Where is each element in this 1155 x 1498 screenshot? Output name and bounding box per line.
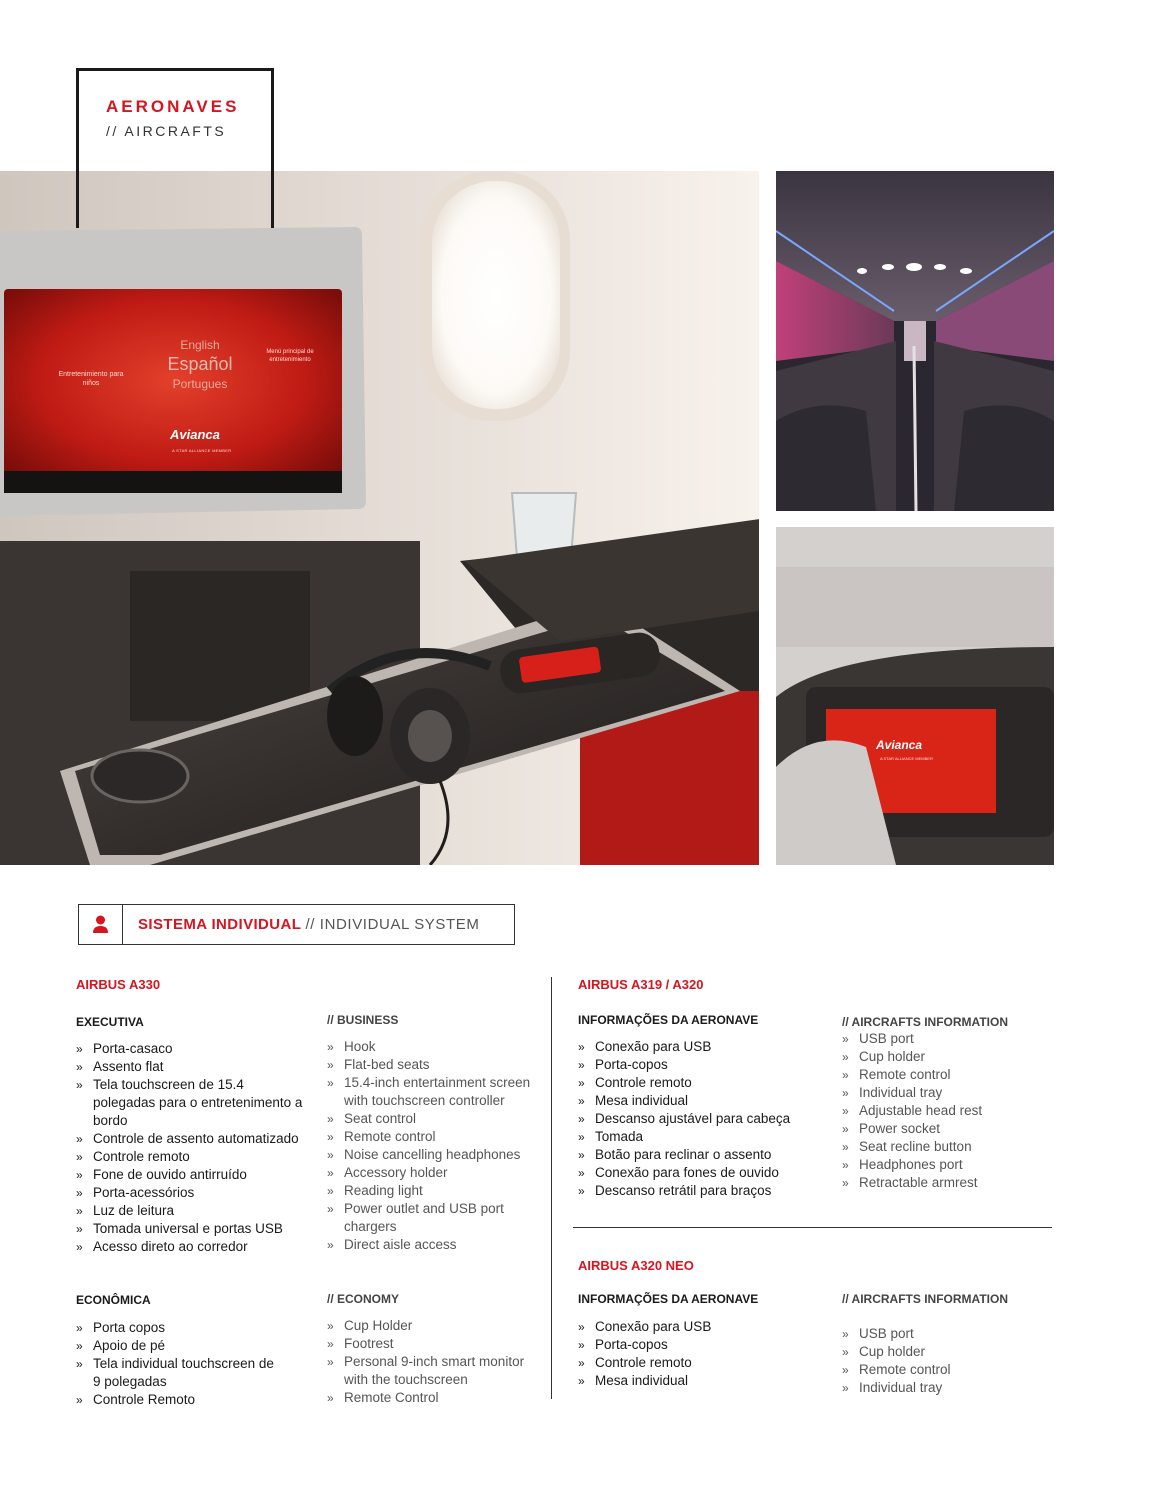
economy-list [327, 1317, 531, 1407]
list-item: » Hook [327, 1038, 531, 1056]
list-item: » Cup holder [842, 1048, 1042, 1066]
list-item: » Tomada [578, 1128, 818, 1146]
list-item: » Accessory holder [327, 1164, 531, 1182]
executiva-list [76, 1040, 308, 1256]
page-subtitle: // AIRCRAFTS [106, 123, 227, 139]
list-item: » Botão para reclinar o assento [578, 1146, 818, 1164]
list-item: » Acesso direto ao corredor [76, 1238, 308, 1256]
list-item: » Descanso ajustável para cabeça [578, 1110, 818, 1128]
section-title-pt: SISTEMA INDIVIDUAL [138, 916, 302, 933]
list-item: » USB port [842, 1030, 1042, 1048]
business-seat-photo [0, 171, 759, 865]
list-item: » Noise cancelling headphones [327, 1146, 531, 1164]
list-item: » Controle de assento automatizado [76, 1130, 308, 1148]
list-item: » Luz de leitura [76, 1202, 308, 1220]
list-item: » Reading light [327, 1182, 531, 1200]
list-item: » Seat recline button [842, 1138, 1042, 1156]
economy-heading: // ECONOMY [327, 1292, 400, 1306]
a319-info-heading-pt: INFORMAÇÕES DA AERONAVE [578, 1013, 759, 1027]
list-item: » Remote control [327, 1128, 531, 1146]
a319-info-heading-en: // AIRCRAFTS INFORMATION [842, 1015, 1008, 1029]
list-item: » Controle remoto [76, 1148, 308, 1166]
a320neo-info-heading-en: // AIRCRAFTS INFORMATION [842, 1292, 1008, 1306]
economy-cabin-photo [776, 171, 1054, 511]
list-item: » Fone de ouvido antirruído [76, 1166, 308, 1184]
model-a320neo: AIRBUS A320 NEO [578, 1258, 694, 1273]
list-item: » Mesa individual [578, 1092, 818, 1110]
list-item: » Adjustable head rest [842, 1102, 1042, 1120]
screen-brand-logo: Avianca [170, 427, 220, 442]
list-item: » Cup Holder [327, 1317, 531, 1335]
list-item: » Descanso retrátil para braços [578, 1182, 818, 1200]
list-item: » Cup holder [842, 1343, 1042, 1361]
list-item: » Controle remoto [578, 1354, 818, 1372]
screen-lang-portugues: Portugues [172, 377, 228, 391]
screen-menu-label: Menú principal de entretenimiento [266, 349, 314, 363]
a319-list-pt [578, 1038, 818, 1200]
list-item: » Individual tray [842, 1379, 1042, 1397]
list-item: » Seat control [327, 1110, 531, 1128]
screen-lang-english: English [180, 338, 220, 352]
list-item: » Controle remoto [578, 1074, 818, 1092]
a320neo-list-pt [578, 1318, 818, 1390]
column-divider [551, 977, 552, 1399]
list-item: » Conexão para USB [578, 1318, 818, 1336]
list-item: » Power socket [842, 1120, 1042, 1138]
a320neo-info-heading-pt: INFORMAÇÕES DA AERONAVE [578, 1292, 759, 1306]
executiva-heading: EXECUTIVA [76, 1015, 144, 1029]
economica-list [76, 1319, 276, 1409]
screen-lang-espanol: Español [167, 354, 233, 374]
list-item: » USB port [842, 1325, 1042, 1343]
list-item: » Remote control [842, 1361, 1042, 1379]
list-item: » Porta-acessórios [76, 1184, 308, 1202]
list-item: » Conexão para fones de ouvido [578, 1164, 818, 1182]
seatback-brand-logo: Avianca [876, 738, 923, 752]
page-title-box [76, 68, 274, 228]
screen-brand-tagline: A STAR ALLIANCE MEMBER [172, 448, 232, 453]
list-item: » Mesa individual [578, 1372, 818, 1390]
list-item: » Tela individual touchscreen de 9 polegadas [76, 1355, 276, 1391]
list-item: » Assento flat [76, 1058, 308, 1076]
a319-list-en [842, 1030, 1042, 1192]
row-divider [573, 1227, 1052, 1228]
section-title-en: // INDIVIDUAL SYSTEM [305, 916, 480, 933]
list-item: » Headphones port [842, 1156, 1042, 1174]
model-a319-a320: AIRBUS A319 / A320 [578, 977, 704, 992]
business-list [327, 1038, 531, 1254]
list-item: » Tela touchscreen de 15.4 polegadas para o entretenimento a bordo [76, 1076, 308, 1130]
list-item: » Porta-copos [578, 1336, 818, 1354]
person-icon [79, 905, 123, 944]
section-header [78, 904, 515, 945]
list-item: » Controle Remoto [76, 1391, 276, 1409]
list-item: » Remote control [842, 1066, 1042, 1084]
list-item: » Retractable armrest [842, 1174, 1042, 1192]
list-item: » Porta copos [76, 1319, 276, 1337]
model-a330: AIRBUS A330 [76, 977, 161, 992]
page-title: AERONAVES [106, 97, 240, 116]
list-item: » Apoio de pé [76, 1337, 276, 1355]
seatback-screen-photo [776, 527, 1054, 865]
list-item: » Remote Control [327, 1389, 531, 1407]
list-item: » Conexão para USB [578, 1038, 818, 1056]
list-item: » Direct aisle access [327, 1236, 531, 1254]
list-item: » Power outlet and USB port chargers [327, 1200, 531, 1236]
list-item: » Porta-copos [578, 1056, 818, 1074]
list-item: » 15.4-inch entertainment screen with touchscreen controller [327, 1074, 531, 1110]
economica-heading: ECONÔMICA [76, 1293, 151, 1307]
list-item: » Tomada universal e portas USB [76, 1220, 308, 1238]
list-item: » Porta-casaco [76, 1040, 308, 1058]
screen-kids-label: Entretenimiento para niños [58, 371, 124, 387]
a320neo-list-en [842, 1325, 1042, 1397]
seatback-brand-tagline: A STAR ALLIANCE MEMBER [880, 756, 933, 761]
list-item: » Footrest [327, 1335, 531, 1353]
list-item: » Personal 9-inch smart monitor with the touchscreen [327, 1353, 531, 1389]
section-title [138, 916, 479, 933]
list-item: » Individual tray [842, 1084, 1042, 1102]
business-heading: // BUSINESS [327, 1013, 399, 1027]
list-item: » Flat-bed seats [327, 1056, 531, 1074]
